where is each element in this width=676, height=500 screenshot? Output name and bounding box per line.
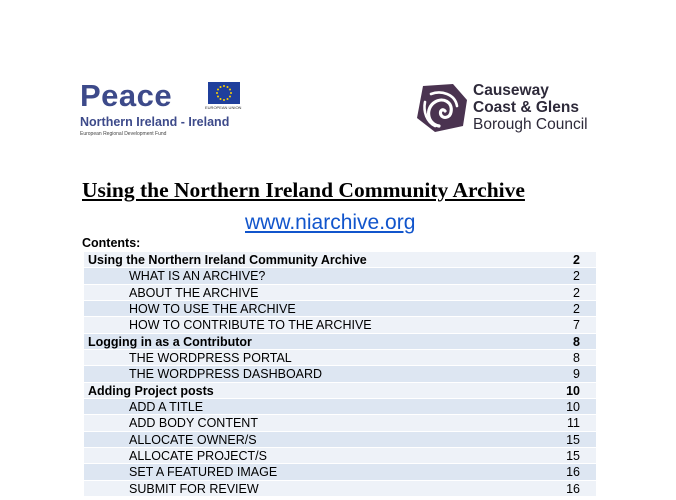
peace-logo-fund: European Regional Development Fund <box>80 131 167 137</box>
toc-entry-page: 9 <box>573 367 580 382</box>
toc-row[interactable] <box>84 464 596 480</box>
toc-entry-label: SUBMIT FOR REVIEW <box>129 481 259 496</box>
archive-website-link[interactable]: www.niarchive.org <box>245 211 416 234</box>
toc-entry-label: SET A FEATURED IMAGE <box>129 465 278 480</box>
council-name-line2: Coast & Glens <box>473 99 579 116</box>
toc-entry-page: 10 <box>566 383 580 398</box>
eu-flag-icon <box>208 82 240 104</box>
toc-row[interactable] <box>84 252 596 268</box>
council-logo <box>413 82 603 138</box>
toc-entry-page: 16 <box>566 465 580 480</box>
toc-entry-label: Using the Northern Ireland Community Archive <box>88 253 367 267</box>
toc-row[interactable] <box>84 301 596 317</box>
toc-entry-page: 7 <box>573 318 580 333</box>
toc-row[interactable] <box>84 350 596 366</box>
toc-row[interactable] <box>84 399 596 415</box>
toc-entry-page: 15 <box>566 449 580 464</box>
toc-entry-label: Adding Project posts <box>88 383 214 398</box>
toc-entry-page: 2 <box>573 253 580 267</box>
toc-entry-label: HOW TO CONTRIBUTE TO THE ARCHIVE <box>129 318 372 333</box>
peace-logo <box>80 80 250 140</box>
peace-logo-subtitle: Northern Ireland - Ireland <box>80 115 230 129</box>
eu-caption: EUROPEAN UNION <box>205 105 242 110</box>
toc-entry-label: THE WORDPRESS DASHBOARD <box>129 367 323 382</box>
toc-entry-page: 11 <box>567 416 580 431</box>
toc-entry-page: 2 <box>573 302 580 317</box>
toc-row[interactable] <box>84 334 596 350</box>
toc-entry-label: ABOUT THE ARCHIVE <box>129 285 259 300</box>
toc-entry-page: 2 <box>573 269 580 284</box>
council-name-line1: Causeway <box>473 82 549 99</box>
toc-row[interactable] <box>84 383 596 399</box>
document-title: Using the Northern Ireland Community Archive <box>82 178 525 202</box>
toc-entry-label: ALLOCATE PROJECT/S <box>129 449 267 464</box>
toc-row[interactable] <box>84 366 596 382</box>
peace-logo-word: Peace <box>80 78 173 113</box>
toc-row[interactable] <box>84 285 596 301</box>
toc-row[interactable] <box>84 481 596 497</box>
toc-row[interactable] <box>84 432 596 448</box>
toc-entry-label: Logging in as a Contributor <box>88 334 252 349</box>
toc-row[interactable] <box>84 317 596 333</box>
toc-entry-label: ADD BODY CONTENT <box>129 416 258 431</box>
toc-entry-label: WHAT IS AN ARCHIVE? <box>129 269 266 284</box>
contents-heading: Contents: <box>82 236 141 250</box>
toc-entry-page: 15 <box>566 432 580 447</box>
toc-entry-label: ADD A TITLE <box>129 400 204 415</box>
council-name <box>473 82 588 133</box>
toc-row[interactable] <box>84 268 596 284</box>
toc-entry-page: 8 <box>573 334 580 349</box>
toc-entry-page: 16 <box>566 481 580 496</box>
toc-entry-label: THE WORDPRESS PORTAL <box>129 351 292 366</box>
council-emblem-icon <box>413 82 469 134</box>
toc-row[interactable] <box>84 448 596 464</box>
toc-entry-page: 2 <box>573 285 580 300</box>
toc-entry-label: HOW TO USE THE ARCHIVE <box>129 302 296 317</box>
toc-entry-page: 10 <box>566 400 580 415</box>
toc-entry-page: 8 <box>573 351 580 366</box>
toc-entry-label: ALLOCATE OWNER/S <box>129 432 257 447</box>
toc-row[interactable] <box>84 415 596 431</box>
council-name-line3: Borough Council <box>473 116 588 133</box>
table-of-contents <box>84 252 596 497</box>
